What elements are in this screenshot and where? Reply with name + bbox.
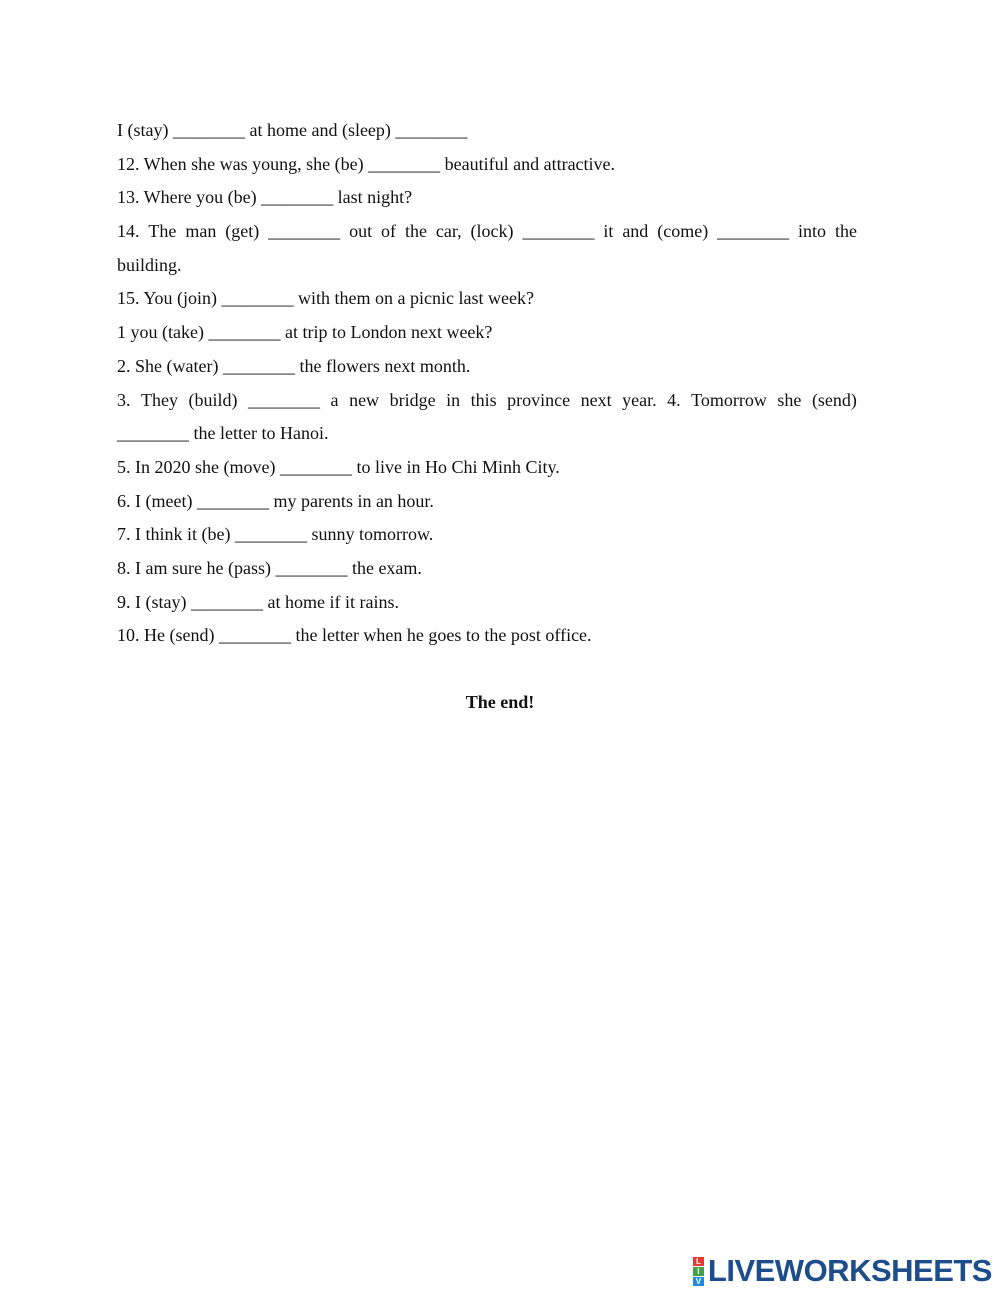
word: 4. (667, 389, 681, 410)
exercise-line: I (stay) ________ at home and (sleep) ________ (117, 120, 468, 140)
exercise-line: 6. I (meet) ________ my parents in an hour. (117, 490, 434, 511)
word: new (349, 389, 380, 410)
logo-text: LIVEWORKSHEETS (707, 1253, 992, 1288)
exercise-line: 2. She (water) ________ the flowers next month. (117, 355, 471, 376)
exercise-line: 15. You (join) ________ with them on a picnic last week? (117, 288, 534, 309)
word: (come) (657, 221, 709, 242)
word: it (603, 221, 614, 242)
word: year. (622, 389, 657, 410)
word: province (507, 389, 571, 410)
word: of (381, 221, 397, 242)
liveworksheets-logo (693, 1254, 992, 1288)
word: bridge (389, 389, 436, 410)
word: into (798, 221, 827, 242)
exercise-line: 8. I am sure he (pass) ________ the exam. (117, 557, 422, 578)
word: ________ (268, 221, 341, 242)
exercise-line-justified (117, 384, 857, 418)
word: out (349, 221, 373, 242)
exercise-line: ________ the letter to Hanoi. (117, 423, 329, 444)
word: 14. (117, 221, 140, 242)
word: (lock) (470, 221, 514, 242)
word: ________ (717, 221, 790, 242)
word: ________ (248, 389, 321, 410)
word: she (777, 389, 802, 410)
word: this (470, 389, 497, 410)
word: They (141, 389, 178, 410)
word: (send) (811, 389, 857, 410)
word: ________ (522, 221, 595, 242)
word: a (330, 389, 339, 410)
word: man (185, 221, 217, 242)
word: in (446, 389, 461, 410)
word: the (834, 221, 857, 242)
word: the (404, 221, 427, 242)
exercise-line: 9. I (stay) ________ at home if it rains. (117, 591, 399, 612)
exercise-line: 12. When she was young, she (be) ________ beautiful and attractive. (117, 153, 616, 174)
word: The (148, 221, 177, 242)
logo-block: I (693, 1267, 704, 1276)
exercise-line: 5. In 2020 she (move) ________ to live in Ho Chi Minh City. (117, 456, 560, 477)
word: (build) (188, 389, 238, 410)
word: car, (435, 221, 462, 242)
logo-block: L (693, 1257, 704, 1266)
exercise-line: building. (117, 254, 182, 275)
logo-block: V (693, 1277, 704, 1286)
word: next (580, 389, 612, 410)
exercise-line: 13. Where you (be) ________ last night? (117, 187, 413, 208)
end-text: The end! (465, 692, 535, 712)
word: 3. (117, 389, 131, 410)
logo-blocks-icon (693, 1257, 704, 1286)
word: Tomorrow (691, 389, 767, 410)
word: (get) (225, 221, 260, 242)
exercise-line-justified (117, 215, 857, 249)
word: and (622, 221, 649, 242)
exercise-line: 10. He (send) ________ the letter when he goes to the post office. (117, 625, 592, 646)
worksheet-body (117, 114, 857, 653)
exercise-line: 7. I think it (be) ________ sunny tomorrow. (117, 524, 434, 545)
exercise-line: 1 you (take) ________ at trip to London next week? (117, 322, 493, 343)
